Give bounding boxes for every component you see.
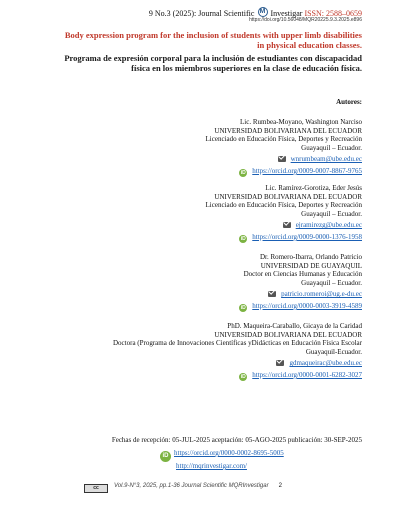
journal-links [160,449,284,471]
page-footer [84,483,282,493]
author-email-link[interactable]: patricio.romeroi@ug.e-du.ec [281,290,362,299]
author-location: Guayaquil – Ecuador. [301,278,362,287]
author-orcid-link[interactable]: https://orcid.org/0009-0000-1376-1958 [252,232,362,241]
mail-icon [276,360,284,366]
author-name: Dr. Romero-Ibarra, Orlando Patricio [259,253,362,261]
author-institution: UNIVERSIDAD BOLIVARIANA DEL ECUADOR [214,192,362,201]
title-english: Body expression program for the inclusion of students with upper limb disabilities in physical education classes. [64,30,362,50]
author-block [60,322,362,381]
mqr-logo-icon: M [257,7,269,18]
author-degree: Doctora (Programa de Innovaciones Científicas yDidácticas en Educación Física Escolar [113,339,362,348]
author-institution: UNIVERSIDAD DE GUAYAQUIL [260,261,362,270]
author-degree: Licenciado en Educación Física, Deportes y Recreación [205,201,362,210]
author-email-link[interactable]: wnrumbeam@ube.edu.ec [290,155,362,164]
creative-commons-icon: cc [84,484,108,493]
journal-orcid-link[interactable]: https://orcid.org/0000-0002-8695-5005 [174,449,284,457]
orcid-icon: iD [240,304,246,311]
header-volume: 9 No.3 (2025): Journal Scientific [148,9,255,18]
publication-dates: Fechas de recepción: 05-JUL-2025 aceptación: 05-AGO-2025 publicación: 30-SEP-2025 [111,436,362,444]
header-issn: ISSN: 2588–0659 [304,9,362,18]
orcid-icon: iD [240,373,246,380]
author-degree: Licenciado en Educación Física, Deportes y Recreación [205,135,362,144]
author-orcid-link[interactable]: https://orcid.org/0000-0001-6282-3027 [252,370,362,379]
journal-website-link[interactable]: http://mqrinvestigar.com/ [176,462,247,470]
orcid-icon: iD [240,235,246,242]
author-location: Guayaquil-Ecuador. [305,347,362,356]
title-spanish: Programa de expresión corporal para la inclusión de estudiantes con discapacidad física en los miembros superiores en la clase de educación física. [64,53,362,73]
author-block [60,184,362,243]
author-institution: UNIVERSIDAD BOLIVARIANA DEL ECUADOR [214,126,362,135]
header-doi-link[interactable]: https://doi.org/10.56048/MQR20225.9.3.2025.e896 [249,17,362,23]
header-brand: Investigar [270,9,303,18]
orcid-icon: iD [160,451,171,462]
orcid-icon: iD [240,169,246,176]
author-name: PhD. Maqueira-Caraballo, Gicaya de la Caridad [227,322,362,330]
author-email-link[interactable]: ejramirezg@ube.edu.ec [295,221,362,230]
footer-citation: Vol.9-N°3, 2025, pp.1-36 Journal Scientific MQRInvestigar [114,483,269,489]
mail-icon [283,222,291,228]
author-degree: Doctor en Ciencias Humanas y Educación [243,270,362,279]
author-location: Guayaquil – Ecuador. [301,143,362,152]
author-location: Guayaquil – Ecuador. [301,209,362,218]
author-block [60,253,362,312]
author-email-link[interactable]: gdmaqueirac@ube.edu.ec [289,359,362,368]
mail-icon [268,291,276,297]
author-block [60,118,362,177]
mail-icon [278,156,286,162]
page-number: 2 [278,483,282,489]
author-name: Lic. Ramírez-Gorotiza, Eder Jesús [265,184,362,192]
authors-heading: Autores: [336,98,362,106]
author-institution: UNIVERSIDAD BOLIVARIANA DEL ECUADOR [214,330,362,339]
author-orcid-link[interactable]: https://orcid.org/0000-0003-3919-4589 [252,301,362,310]
author-name: Lic. Rumbea-Moyano, Washington Narciso [240,118,362,126]
author-orcid-link[interactable]: https://orcid.org/0009-0007-8867-9765 [252,166,362,175]
